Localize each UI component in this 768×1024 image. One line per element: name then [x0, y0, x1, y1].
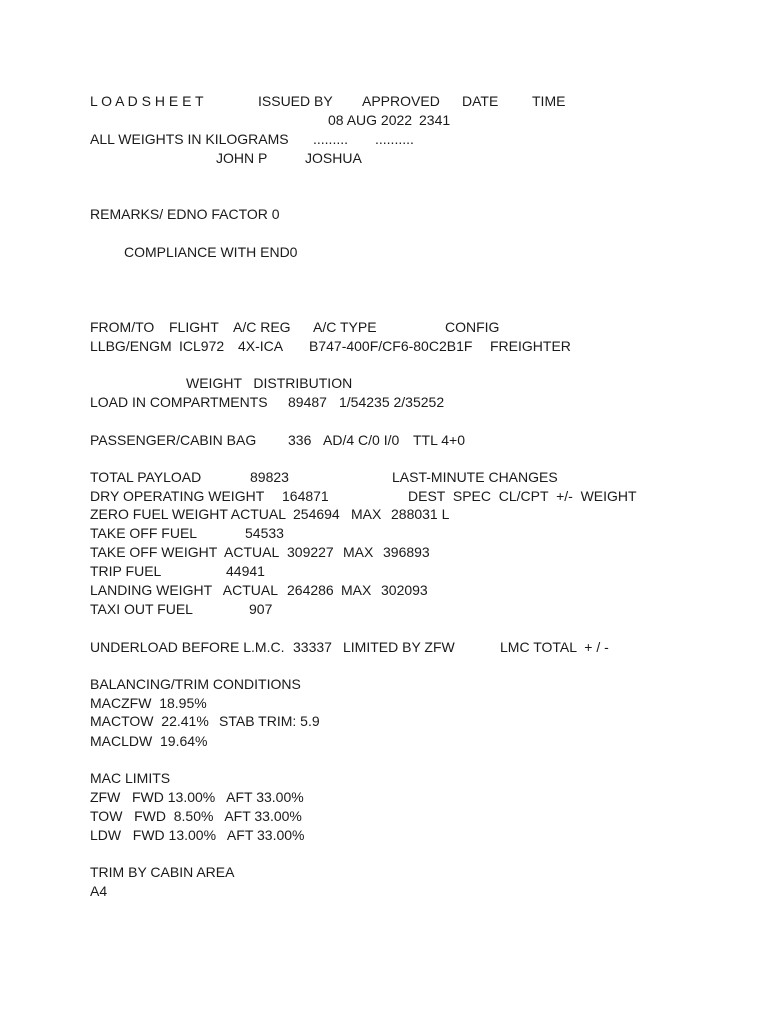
tow-actual: 309227: [287, 544, 334, 560]
balancing-heading: BALANCING/TRIM CONDITIONS: [90, 676, 301, 692]
issued-by-name: JOHN P: [216, 150, 268, 166]
trip-fuel-label: TRIP FUEL: [90, 563, 162, 579]
issued-by-label: ISSUED BY: [258, 93, 333, 109]
config-value: FREIGHTER: [490, 338, 571, 354]
macldw: MACLDW 19.64%: [90, 733, 208, 749]
tof-value: 54533: [245, 525, 284, 541]
compartments-total: 89487: [288, 394, 327, 410]
underload-value: 33337: [293, 639, 332, 655]
ldw-actual: 264286: [287, 582, 334, 598]
ac-type-header: A/C TYPE: [313, 319, 377, 335]
mac-limit-zfw: ZFW FWD 13.00% AFT 33.00%: [90, 789, 304, 805]
flight-value: ICL972: [179, 338, 225, 354]
trim-heading: TRIM BY CABIN AREA: [90, 864, 235, 880]
approved-dots: ..........: [375, 131, 414, 147]
date-value: 08 AUG 2022: [328, 112, 413, 128]
pax-label: PASSENGER/CABIN BAG: [90, 432, 257, 448]
total-payload-label: TOTAL PAYLOAD: [90, 469, 202, 485]
mactow: MACTOW 22.41%: [90, 713, 209, 729]
pax-ttl: TTL 4+0: [413, 432, 466, 448]
ldw-label: LANDING WEIGHT ACTUAL: [90, 582, 278, 598]
time-label: TIME: [532, 93, 566, 109]
underload-limit: LIMITED BY ZFW: [343, 639, 455, 655]
lmc-title: LAST-MINUTE CHANGES: [392, 469, 558, 485]
zfw-max: 288031 L: [391, 506, 450, 522]
weights-note: ALL WEIGHTS IN KILOGRAMS: [90, 131, 289, 147]
ac-reg-value: 4X-ICA: [238, 338, 284, 354]
zfw-max-label: MAX: [351, 506, 382, 522]
dow-label: DRY OPERATING WEIGHT: [90, 488, 265, 504]
stab-trim: STAB TRIM: 5.9: [219, 713, 320, 729]
lmc-columns: DEST SPEC CL/CPT +/- WEIGHT: [408, 488, 637, 504]
flight-header: FLIGHT: [169, 319, 219, 335]
approved-name: JOSHUA: [305, 150, 362, 166]
zfw-actual: 254694: [293, 506, 340, 522]
tow-label: TAKE OFF WEIGHT ACTUAL: [90, 544, 280, 560]
approved-label: APPROVED: [362, 93, 440, 109]
config-header: CONFIG: [445, 319, 500, 335]
maczfw: MACZFW 18.95%: [90, 695, 207, 711]
taxi-fuel-value: 907: [249, 601, 273, 617]
pax-detail: AD/4 C/0 I/0: [323, 432, 400, 448]
tow-max: 396893: [383, 544, 430, 560]
ldw-max-label: MAX: [341, 582, 372, 598]
lmc-total: LMC TOTAL + / -: [500, 639, 609, 655]
mac-limit-ldw: LDW FWD 13.00% AFT 33.00%: [90, 827, 305, 843]
trim-value: A4: [90, 883, 108, 899]
compliance-line: COMPLIANCE WITH END0: [124, 244, 298, 260]
underload-label: UNDERLOAD BEFORE L.M.C.: [90, 639, 285, 655]
tow-max-label: MAX: [343, 544, 374, 560]
weight-distribution-heading: WEIGHT DISTRIBUTION: [186, 375, 353, 391]
mac-limit-tow: TOW FWD 8.50% AFT 33.00%: [90, 808, 302, 824]
remarks-line: REMARKS/ EDNO FACTOR 0: [90, 206, 280, 222]
compartments-detail: 1/54235 2/35252: [339, 394, 445, 410]
ac-type-value: B747-400F/CF6-80C2B1F: [309, 338, 473, 354]
date-label: DATE: [462, 93, 499, 109]
trip-fuel-value: 44941: [226, 563, 265, 579]
ac-reg-header: A/C REG: [233, 319, 291, 335]
mac-limits-heading: MAC LIMITS: [90, 770, 171, 786]
compartments-label: LOAD IN COMPARTMENTS: [90, 394, 268, 410]
from-to-header: FROM/TO: [90, 319, 155, 335]
time-value: 2341: [419, 112, 451, 128]
total-payload-value: 89823: [250, 469, 289, 485]
pax-total: 336: [288, 432, 312, 448]
tof-label: TAKE OFF FUEL: [90, 525, 198, 541]
issued-by-dots: .........: [313, 131, 349, 147]
zfw-label: ZERO FUEL WEIGHT ACTUAL: [90, 506, 287, 522]
loadsheet-title: L O A D S H E E T: [90, 93, 204, 109]
taxi-fuel-label: TAXI OUT FUEL: [90, 601, 193, 617]
ldw-max: 302093: [381, 582, 428, 598]
from-to-value: LLBG/ENGM: [90, 338, 172, 354]
dow-value: 164871: [282, 488, 329, 504]
